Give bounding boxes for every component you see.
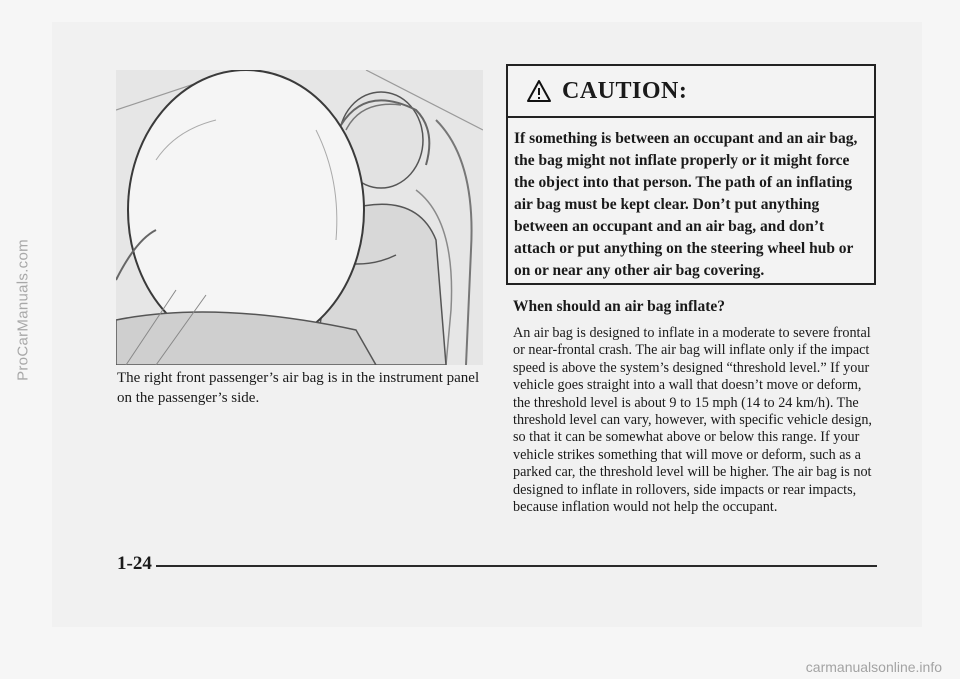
page-footer xyxy=(117,552,877,576)
side-watermark xyxy=(8,100,38,520)
page-number: 1-24 xyxy=(117,553,152,574)
footer-rule xyxy=(156,565,877,567)
caution-text: If something is between an occupant and an air bag, the bag might not inflate properly or it might force the object into that person. The path of an inflating air bag must be kept clear. Don’t put anything between an occupant and an air bag, and don’t attach or put anything on the steering wheel hub or on or near any other air bag covering. xyxy=(514,130,858,279)
caution-box xyxy=(506,64,876,285)
caution-header xyxy=(508,66,874,118)
side-watermark-text: ProCarManuals.com xyxy=(14,239,32,381)
bottom-watermark: carmanualsonline.info xyxy=(805,659,942,675)
section-heading: When should an air bag inflate? xyxy=(513,298,726,315)
warning-triangle-icon xyxy=(526,79,552,103)
section-body: An air bag is designed to inflate in a moderate to severe frontal or near-frontal crash. The air bag will inflate only if the impact speed is above the system’s designed “threshold level.” If your vehicle goes straight into a wall that doesn’t move or deform, the threshold level is about 9 to 15 mph (14 to 24 km/h). The threshold level can vary, however, with specific vehicle design, so that it can be somewhat above or below this range. If your vehicle strikes something that will move or deform, such as a parked car, the threshold level will be higher. The air bag is not designed to inflate in rollovers, side impacts or rear impacts, because inflation would not help the occupant. xyxy=(513,325,872,516)
airbag-drawing xyxy=(116,70,483,365)
caution-title: CAUTION: xyxy=(562,77,688,104)
illustration-caption: The right front passenger’s air bag is in the instrument panel on the passenger’s side. xyxy=(117,370,480,406)
airbag-illustration xyxy=(116,70,483,365)
